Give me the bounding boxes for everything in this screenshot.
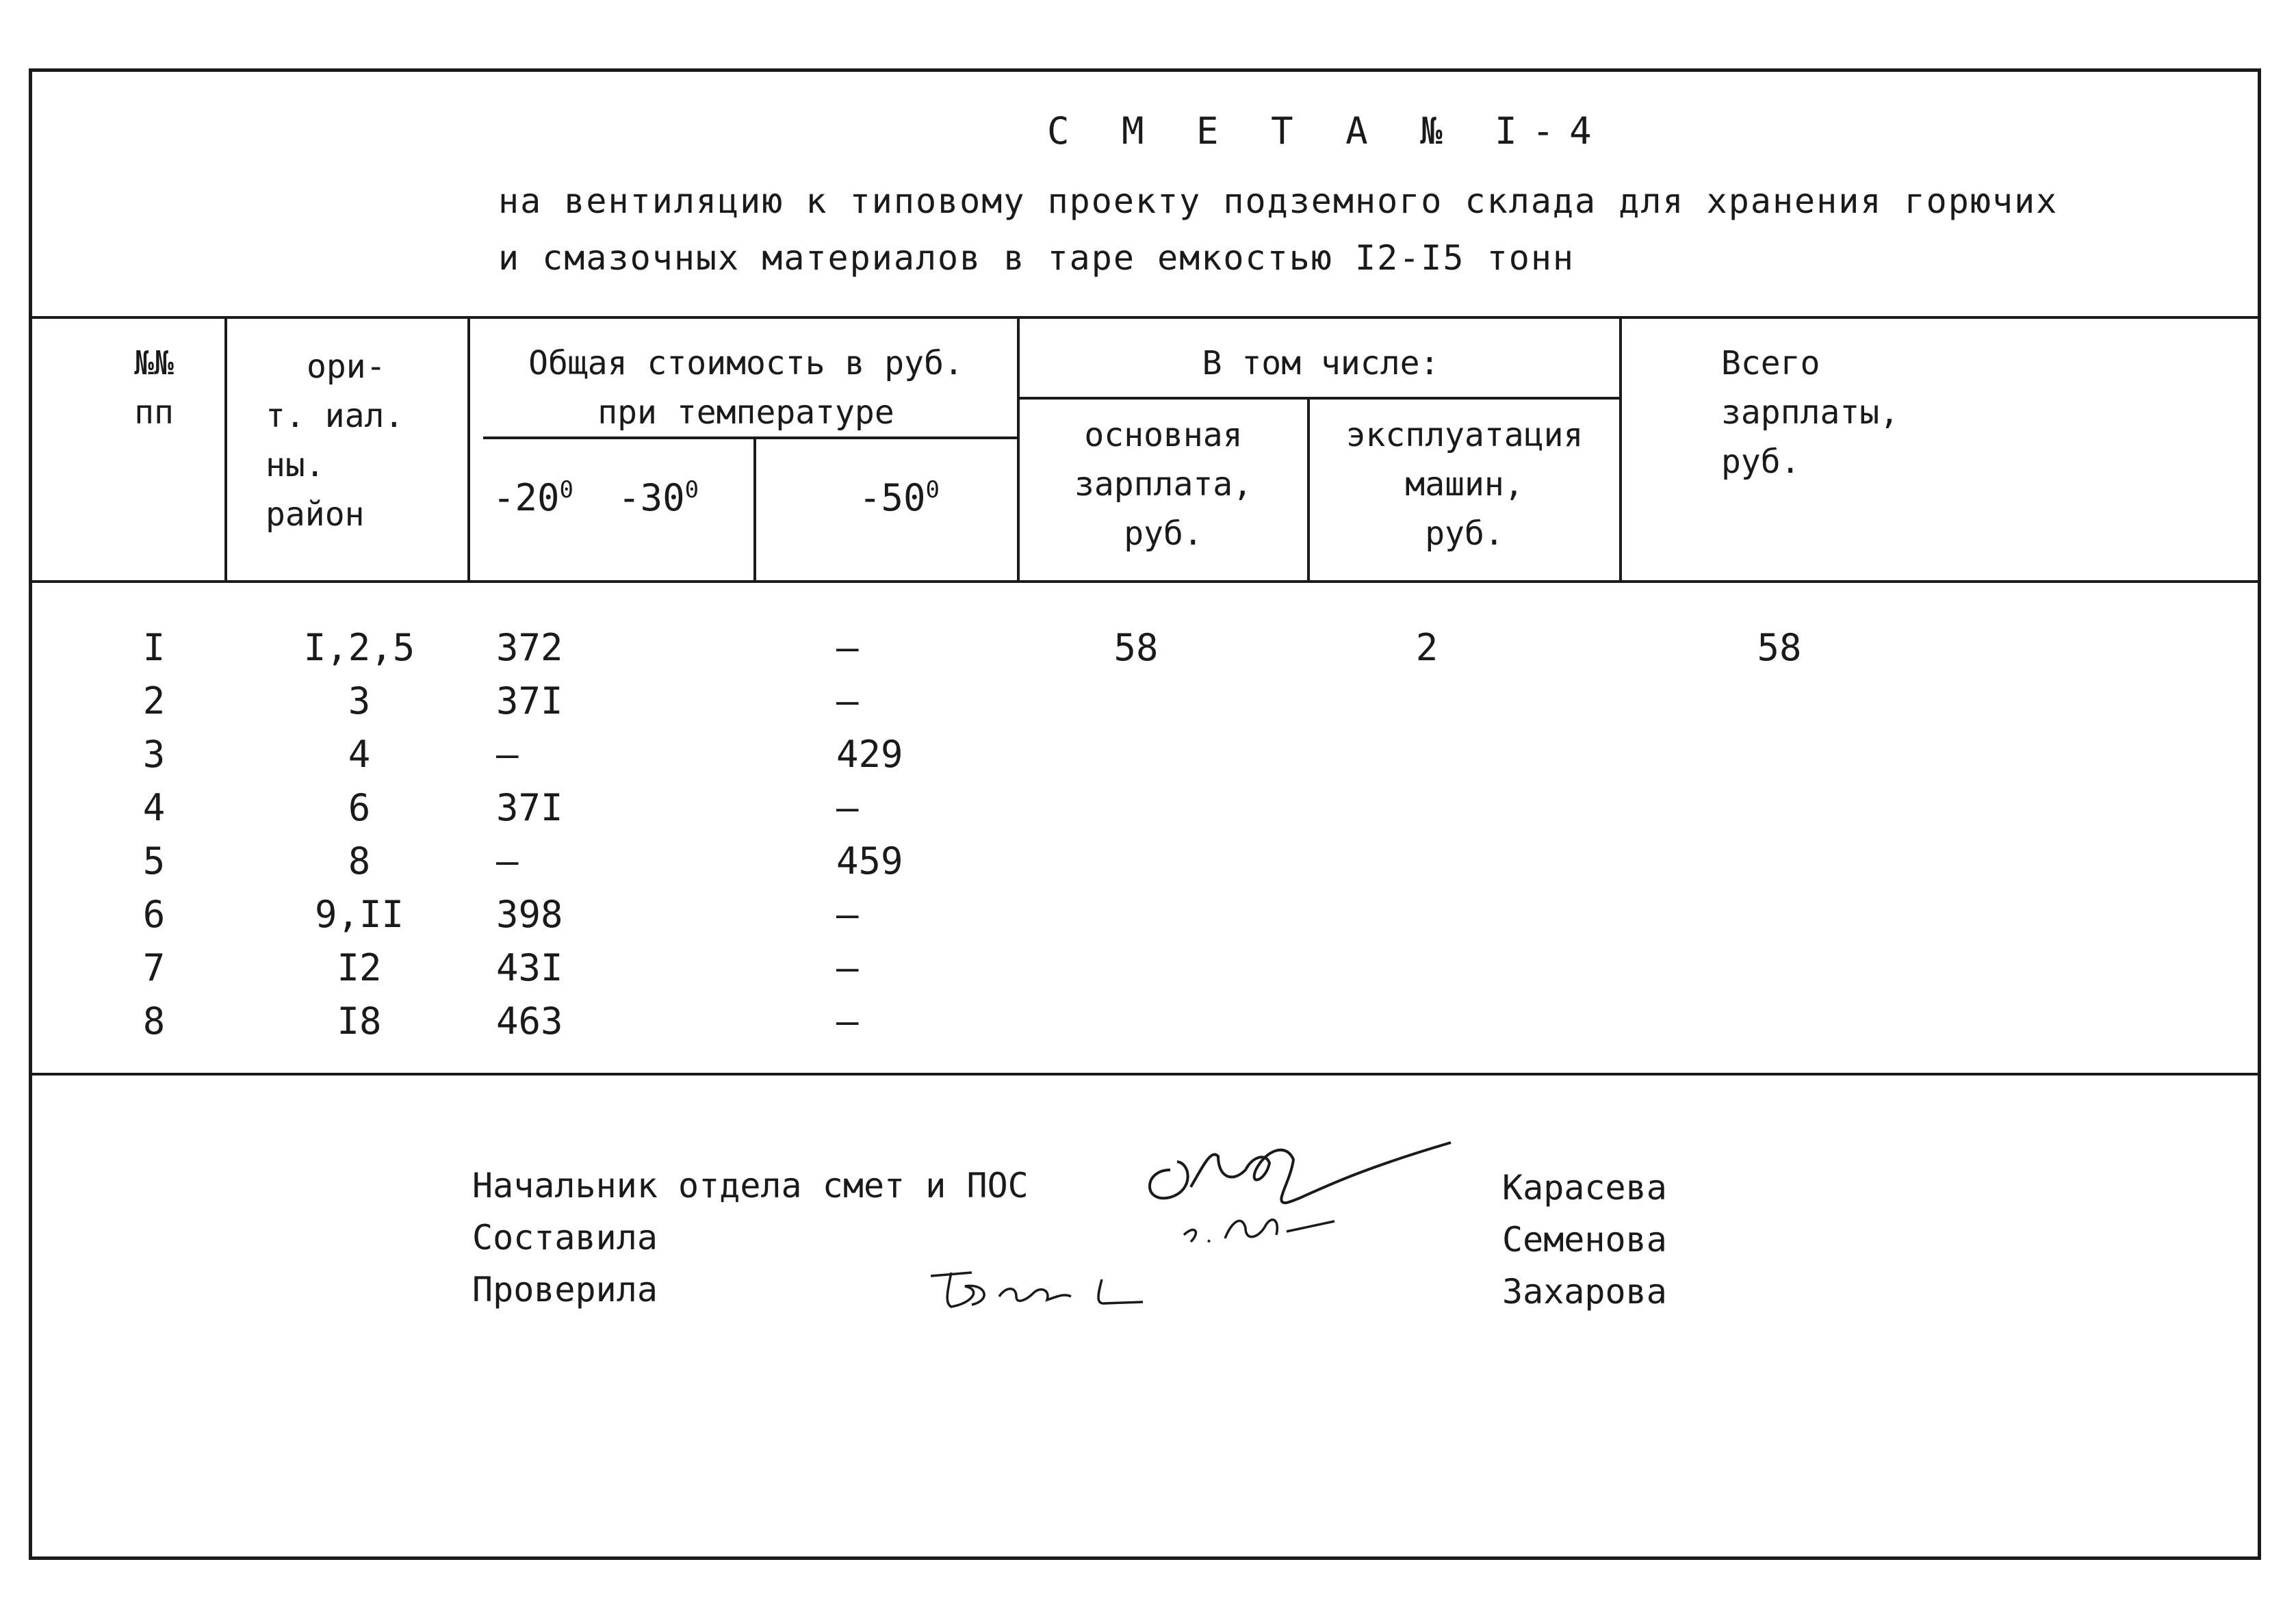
subtitle-line-1: на вентиляцию к типовому проекту подземного склада для хранения горючих bbox=[498, 181, 2059, 221]
col-divider-1 bbox=[224, 316, 227, 583]
header-total-cost: Общая стоимость в руб. при температуре bbox=[528, 344, 964, 432]
cell-machines: 2 bbox=[1415, 626, 1439, 669]
cell-num: 7 bbox=[142, 946, 166, 989]
cell-region: I8 bbox=[337, 1000, 382, 1043]
signature-names bbox=[1502, 1162, 1667, 1318]
cell-num: 6 bbox=[142, 893, 166, 936]
signature-name: Семенова bbox=[1502, 1220, 1667, 1260]
cell-region: 9,II bbox=[314, 893, 404, 936]
including-rule bbox=[1020, 397, 1622, 400]
cell-cost-50: – bbox=[836, 626, 859, 669]
cell-cost-50: – bbox=[836, 893, 859, 936]
cell-num: I bbox=[142, 626, 166, 669]
cell-cost-20-30: – bbox=[496, 733, 519, 776]
header-base-salary: основная зарплата, руб. bbox=[1074, 416, 1253, 553]
signature-role: Составила bbox=[472, 1218, 658, 1257]
cell-region: 6 bbox=[348, 786, 371, 829]
cell-cost-20-30: 37I bbox=[496, 679, 563, 722]
cell-base-salary: 58 bbox=[1113, 626, 1159, 669]
cell-cost-20-30: 398 bbox=[496, 893, 563, 936]
handwritten-signature-compiler bbox=[1177, 1201, 1355, 1255]
cell-cost-50: – bbox=[836, 946, 859, 989]
cell-cost-50: 429 bbox=[836, 733, 903, 776]
cell-num: 3 bbox=[142, 733, 166, 776]
cell-num: 2 bbox=[142, 679, 166, 722]
cell-cost-20-30: 37I bbox=[496, 786, 563, 829]
signature-name: Карасева bbox=[1502, 1168, 1667, 1208]
cell-region: 4 bbox=[348, 733, 371, 776]
cell-num: 5 bbox=[142, 839, 166, 883]
cell-cost-50: – bbox=[836, 1000, 859, 1043]
handwritten-signature-checker bbox=[924, 1255, 1157, 1317]
cell-total-salary: 58 bbox=[1757, 626, 1802, 669]
signature-role: Проверила bbox=[472, 1270, 658, 1309]
body-bottom-rule bbox=[29, 1073, 2261, 1076]
signature-name: Захарова bbox=[1502, 1272, 1667, 1312]
cell-cost-20-30: 463 bbox=[496, 1000, 563, 1043]
header-total-salary: Всего зарплаты, руб. bbox=[1721, 344, 1900, 481]
cell-num: 8 bbox=[142, 1000, 166, 1043]
cell-cost-20-30: – bbox=[496, 839, 519, 883]
cell-num: 4 bbox=[142, 786, 166, 829]
col-divider-5 bbox=[1307, 398, 1310, 583]
col-divider-2 bbox=[467, 316, 470, 583]
header-num: №№ пп bbox=[134, 344, 174, 432]
cell-cost-50: – bbox=[836, 679, 859, 722]
cell-region: 8 bbox=[348, 839, 371, 883]
signature-role: Начальник отдела смет и ПОС bbox=[472, 1166, 1029, 1206]
header-region: ори- т. иал. ны. район bbox=[266, 348, 404, 534]
handwritten-signature-head bbox=[1129, 1122, 1471, 1211]
cell-cost-50: – bbox=[836, 786, 859, 829]
cell-cost-50: 459 bbox=[836, 839, 903, 883]
cell-cost-20-30: 43I bbox=[496, 946, 563, 989]
header-temp-20-30: $-20^0$ $-30^0$ bbox=[493, 476, 699, 519]
cell-region: I2 bbox=[337, 946, 382, 989]
table-top-rule bbox=[29, 316, 2261, 319]
header-machine-ops: эксплуатация машин, руб. bbox=[1345, 416, 1584, 553]
cell-cost-20-30: 372 bbox=[496, 626, 563, 669]
cell-region: I,2,5 bbox=[303, 626, 415, 669]
header-bottom-rule bbox=[29, 580, 2261, 583]
cell-region: 3 bbox=[348, 679, 371, 722]
document-title: С М Е Т А № I-4 bbox=[1047, 109, 1607, 153]
col-divider-3 bbox=[753, 438, 756, 583]
header-including: В том числе: bbox=[1202, 344, 1440, 382]
subtitle-line-2: и смазочных материалов в таре емкостью I2-I5 тонн bbox=[498, 238, 1575, 278]
header-temp-50: $-50^0$ bbox=[859, 476, 940, 519]
